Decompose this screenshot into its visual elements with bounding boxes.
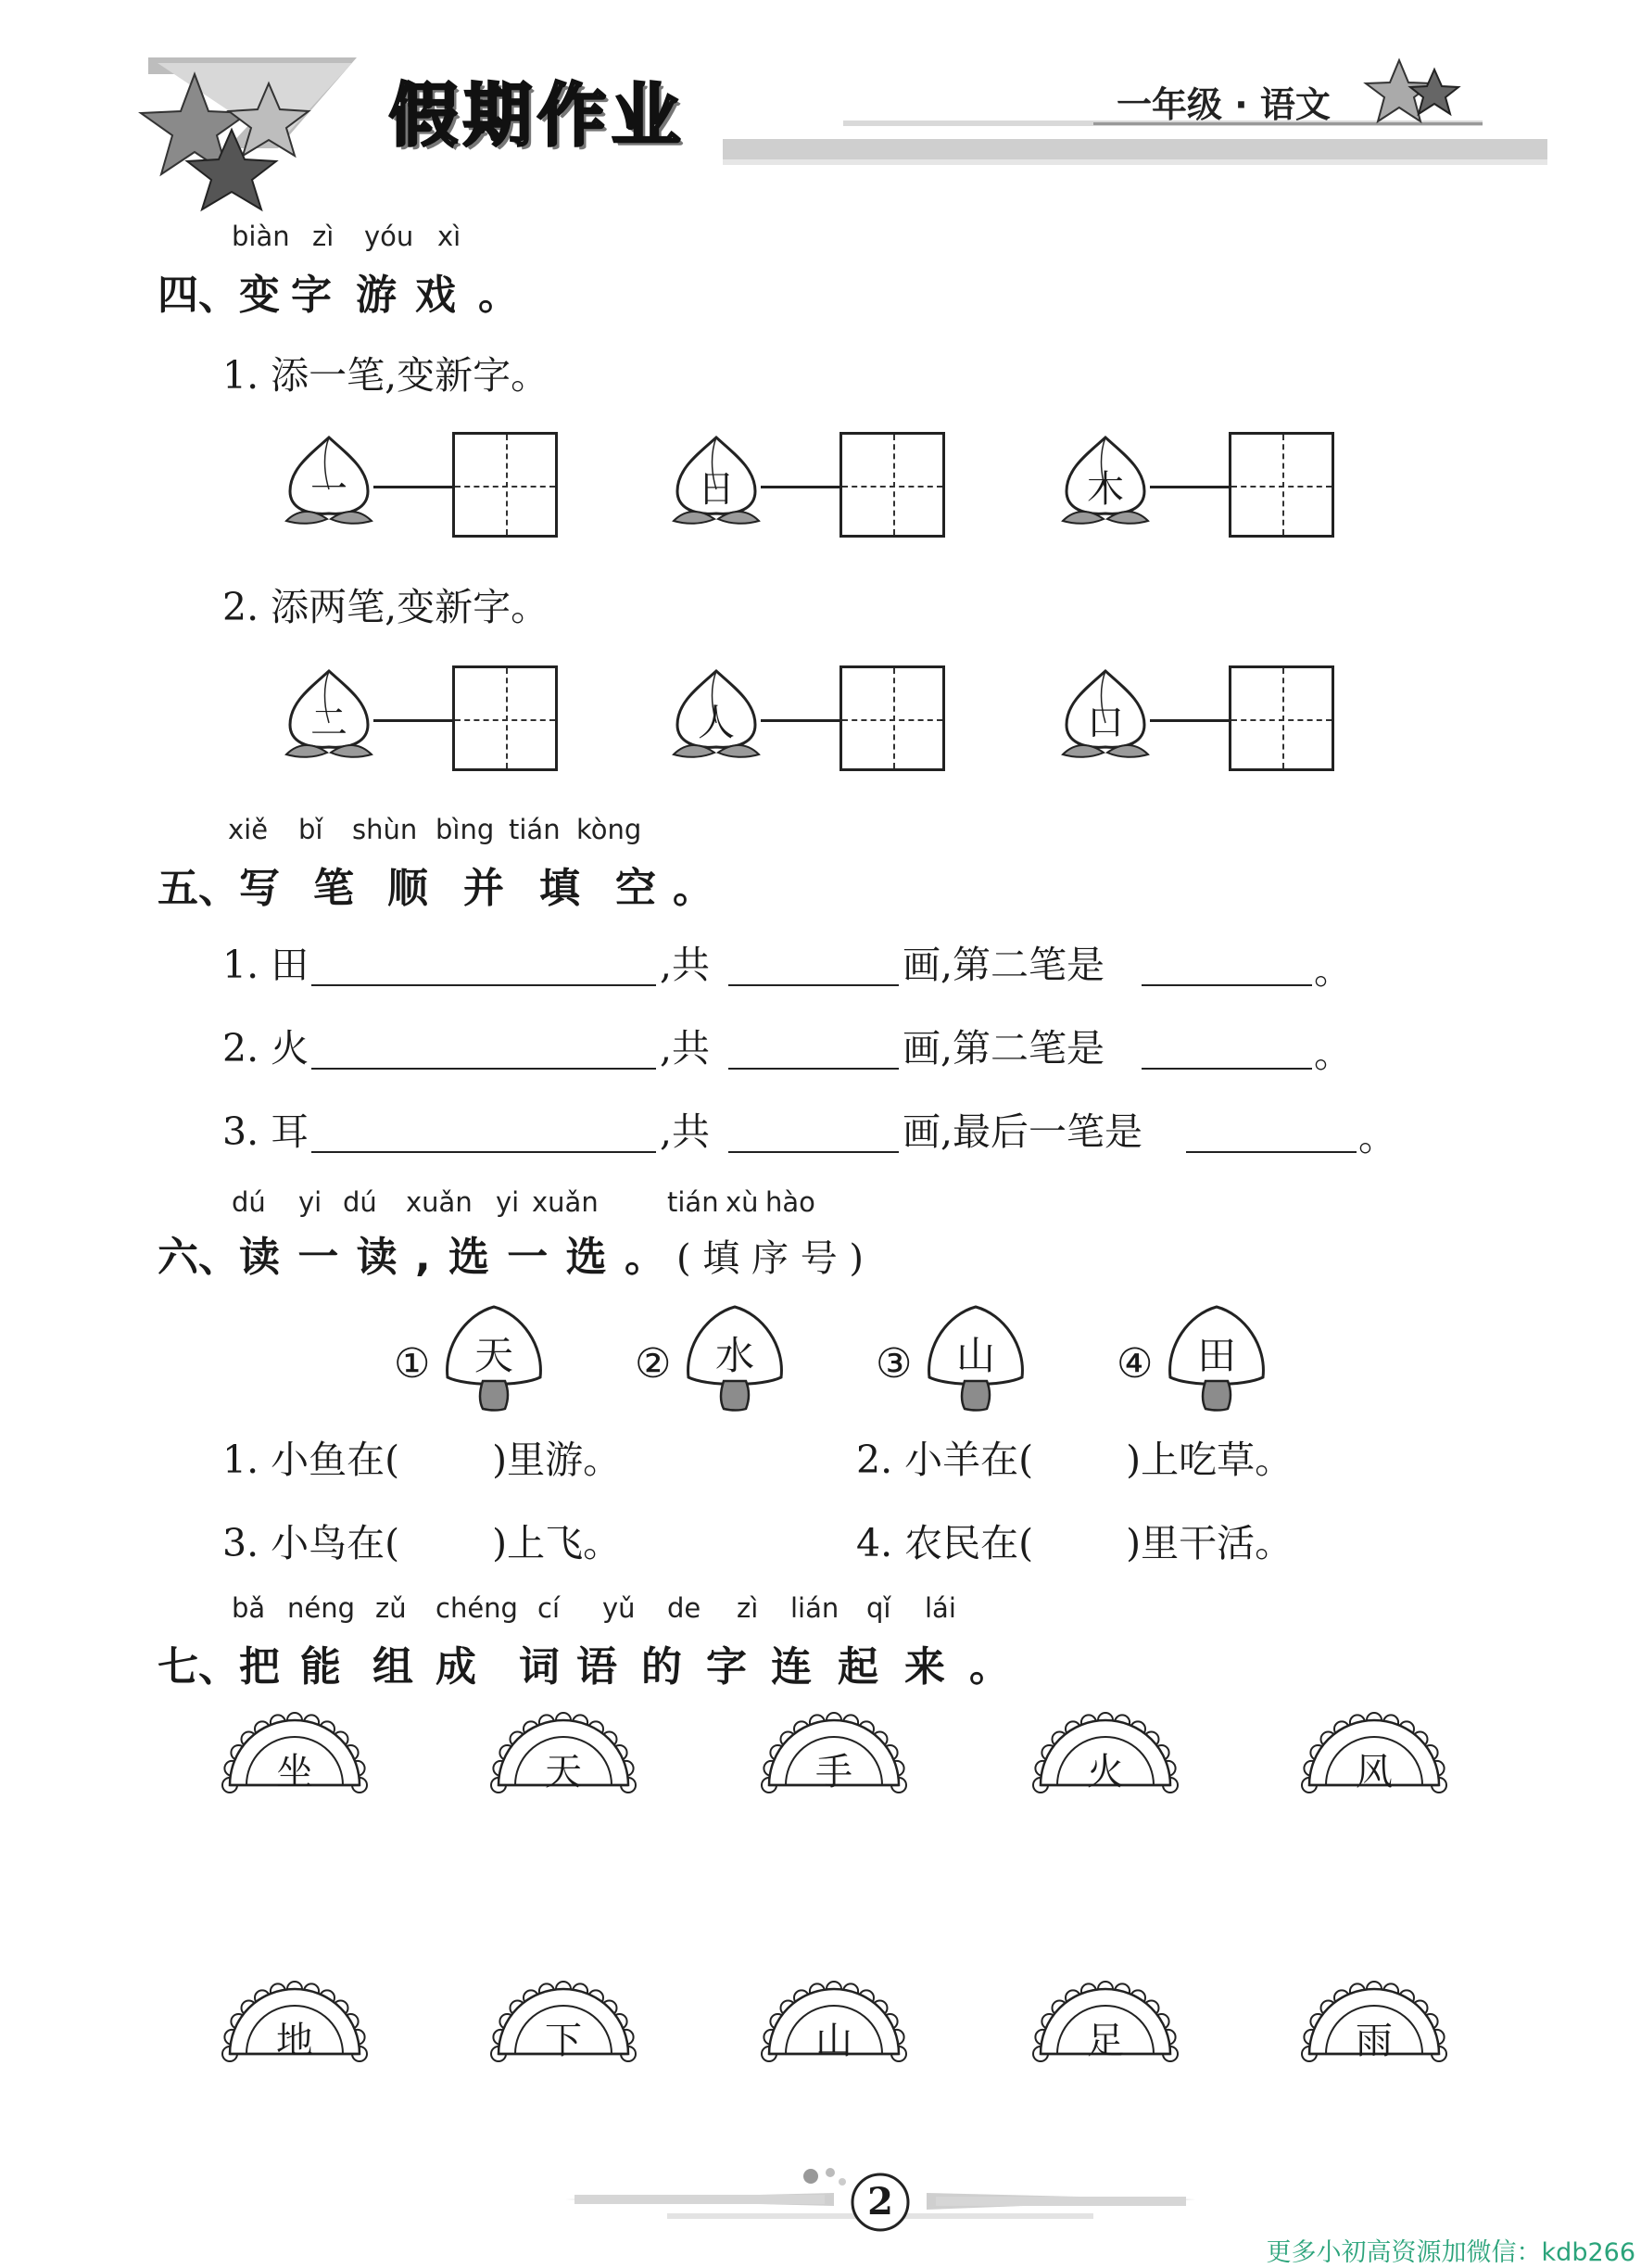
connector-line [1150,486,1229,488]
title-char: 能 [300,1643,341,1691]
mushroom-item [438,1301,549,1413]
pinyin: néng [287,1592,356,1624]
connector-line [1150,719,1229,722]
pinyin: xuǎn [532,1186,599,1218]
period: 。 [1314,948,1352,993]
pinyin: zǔ [375,1592,407,1624]
pinyin: dú [232,1186,266,1218]
sentence-1 [222,1429,621,1484]
peach-item [1059,667,1152,760]
stroke-count-blank[interactable] [728,984,899,986]
header-banner [0,0,1641,213]
title-char: 来 [904,1643,945,1691]
gong-text: ,共 [660,1109,711,1154]
pinyin: xù [726,1186,759,1218]
sentence-text: )里干活。 [1126,1521,1294,1565]
peach-item [283,434,375,526]
title-char: 语 [576,1643,617,1691]
title-char: 成 [435,1643,476,1691]
pinyin: bǐ [298,814,323,845]
fan-char: 足 [1087,2020,1124,2062]
mushroom-char: 山 [955,1333,995,1378]
pinyin: yóu [364,221,414,252]
fan-word-card[interactable] [1302,1983,1446,2062]
pinyin: cí [537,1592,561,1624]
stroke-answer-blank[interactable] [1186,1151,1357,1153]
peach-char: 二 [310,702,347,744]
pinyin: zì [737,1592,759,1624]
watermark-text: 更多小初高资源加微信：kdb266 [1266,2238,1635,2267]
fan-word-card[interactable] [222,1983,367,2062]
connector-line [761,486,839,488]
pinyin: hào [765,1186,815,1218]
pinyin: de [667,1592,701,1624]
sentence-text: 1. 小鱼在( [222,1438,400,1482]
fan-char: 山 [815,2020,852,2062]
grade-subject-label: 一年级 · 语文 [1117,84,1331,125]
pinyin: yǔ [602,1592,636,1624]
stroke-item-prefix: 1. 田 [222,943,309,987]
pinyin: lián [790,1592,839,1624]
peach-char: 人 [698,702,735,744]
title-char: 连 [771,1643,812,1691]
pinyin: bǎ [232,1592,266,1624]
pinyin: xì [437,221,461,252]
writing-grid[interactable] [452,432,558,538]
writing-grid[interactable] [452,665,558,771]
question-label: 2. 添两笔,变新字。 [222,585,549,629]
stroke-question-text: 画,第二笔是 [903,943,1105,987]
fan-word-card[interactable] [491,1983,636,2062]
fan-char: 天 [545,1751,582,1793]
title-char: 并 [463,865,504,912]
peach-item [1059,434,1152,526]
title-char: 笔 [313,865,354,912]
peach-item [670,667,763,760]
sentence-3 [222,1513,621,1567]
page-number: 2 [867,2180,893,2224]
option-number: ① [394,1340,431,1387]
fan-word-card[interactable] [491,1715,636,1793]
mushroom-item [1161,1301,1272,1413]
title-char: 的 [641,1643,682,1691]
pinyin: bìng [435,814,495,845]
section-4-heading [158,261,519,321]
pinyin: qǐ [866,1592,891,1624]
writing-grid[interactable] [839,665,945,771]
stroke-order-blank[interactable] [311,1068,656,1070]
stroke-question-text: 画,第二笔是 [903,1026,1105,1071]
stroke-answer-blank[interactable] [1142,984,1312,986]
fan-char: 手 [815,1751,852,1793]
title-char: 顺 [387,865,428,912]
connector-line [373,719,452,722]
title-paren: ( 填 序 号 ) [675,1237,865,1280]
sentence-text: 2. 小羊在( [856,1438,1034,1482]
writing-grid[interactable] [839,432,945,538]
sentence-text: )上飞。 [492,1521,622,1565]
title-char: 空 [615,865,656,912]
pinyin: dú [343,1186,377,1218]
sentence-4 [856,1513,1293,1567]
gong-text: ,共 [660,943,711,987]
peach-item [283,667,375,760]
sentence-text: 3. 小鸟在( [222,1521,400,1565]
title-char: 字 [706,1643,747,1691]
stroke-answer-blank[interactable] [1142,1068,1312,1070]
title-char: 戏 [415,272,456,319]
period: 。 [1358,1115,1396,1159]
peach-char: 木 [1087,468,1124,511]
pinyin: chéng [435,1592,518,1624]
period: 。 [1314,1032,1352,1076]
writing-grid[interactable] [1229,432,1334,538]
connector-line [761,719,839,722]
pinyin: xuǎn [406,1186,473,1218]
mushroom-item [679,1301,790,1413]
pinyin: tián [667,1186,719,1218]
title-char: 字 [291,272,332,319]
stroke-item-prefix: 3. 耳 [222,1109,309,1154]
fan-word-card[interactable] [1033,1983,1178,2062]
sentence-text: 4. 农民在( [856,1521,1034,1565]
fan-word-card[interactable] [1033,1715,1178,1793]
sentence-2 [856,1429,1293,1484]
fan-char: 地 [276,2020,313,2062]
fan-char: 风 [1356,1751,1393,1793]
peach-item [670,434,763,526]
pinyin: shùn [352,814,418,845]
peach-char: 一 [310,468,347,511]
stroke-order-blank[interactable] [311,1151,656,1153]
section-number: 七、 [158,1643,239,1691]
pinyin: xiě [228,814,269,845]
section-number: 五、 [158,865,239,912]
sentence-text: )上吃草。 [1126,1438,1294,1482]
mushroom-char: 田 [1196,1333,1236,1378]
section-5-heading [158,855,713,914]
pinyin: kòng [576,814,642,845]
fan-word-card[interactable] [1302,1715,1446,1793]
section-6-heading [158,1223,864,1283]
title-char: 起 [838,1643,878,1691]
section-7-heading [158,1633,1010,1692]
fan-char: 下 [545,2020,582,2062]
fan-char: 坐 [276,1751,313,1793]
fan-word-card[interactable] [762,1715,906,1793]
fan-word-card[interactable] [222,1715,367,1793]
pinyin: yi [496,1186,520,1218]
pinyin: lái [925,1592,956,1624]
mushroom-char: 水 [714,1333,754,1378]
header-title: 假期作业 [389,76,686,156]
pinyin: yi [298,1186,322,1218]
title-char: 填 [539,865,580,912]
option-number: ② [635,1340,672,1387]
stroke-item-prefix: 2. 火 [222,1026,309,1071]
option-number: ③ [876,1340,913,1387]
section-number: 六、 [158,1234,239,1281]
star-small-icon [1362,51,1464,134]
mushroom-char: 天 [473,1333,513,1378]
sentence-text: )里游。 [492,1438,622,1482]
title-char: 写 [239,865,280,912]
stroke-order-blank[interactable] [311,984,656,986]
title-main: 读 一 读 , 选 一 选 。 [239,1234,667,1281]
section-number: 四、 [158,272,239,319]
writing-grid[interactable] [1229,665,1334,771]
pinyin: biàn [232,221,290,252]
mushroom-item [920,1301,1031,1413]
fan-char: 火 [1087,1751,1124,1793]
fan-word-card[interactable] [762,1983,906,2062]
title-char: 变 [239,272,280,319]
option-number: ④ [1117,1340,1154,1387]
peach-char: 日 [698,468,735,511]
title-char: 。 [673,865,713,912]
gong-text: ,共 [660,1026,711,1071]
stroke-count-blank[interactable] [728,1151,899,1153]
stroke-question-text: 画,最后一笔是 [903,1109,1143,1154]
title-char: 词 [519,1643,560,1691]
title-char: 把 [239,1643,280,1691]
fan-char: 雨 [1356,2020,1393,2062]
peach-char: 口 [1087,702,1124,744]
question-label: 1. 添一笔,变新字。 [222,353,549,398]
pinyin: tián [509,814,561,845]
title-char: 。 [478,272,519,319]
stroke-count-blank[interactable] [728,1068,899,1070]
title-char: 。 [969,1643,1010,1691]
pinyin: zì [312,221,335,252]
title-char: 组 [372,1643,413,1691]
star-cluster-icon [130,56,352,213]
title-char: 游 [356,272,397,319]
connector-line [373,486,452,488]
